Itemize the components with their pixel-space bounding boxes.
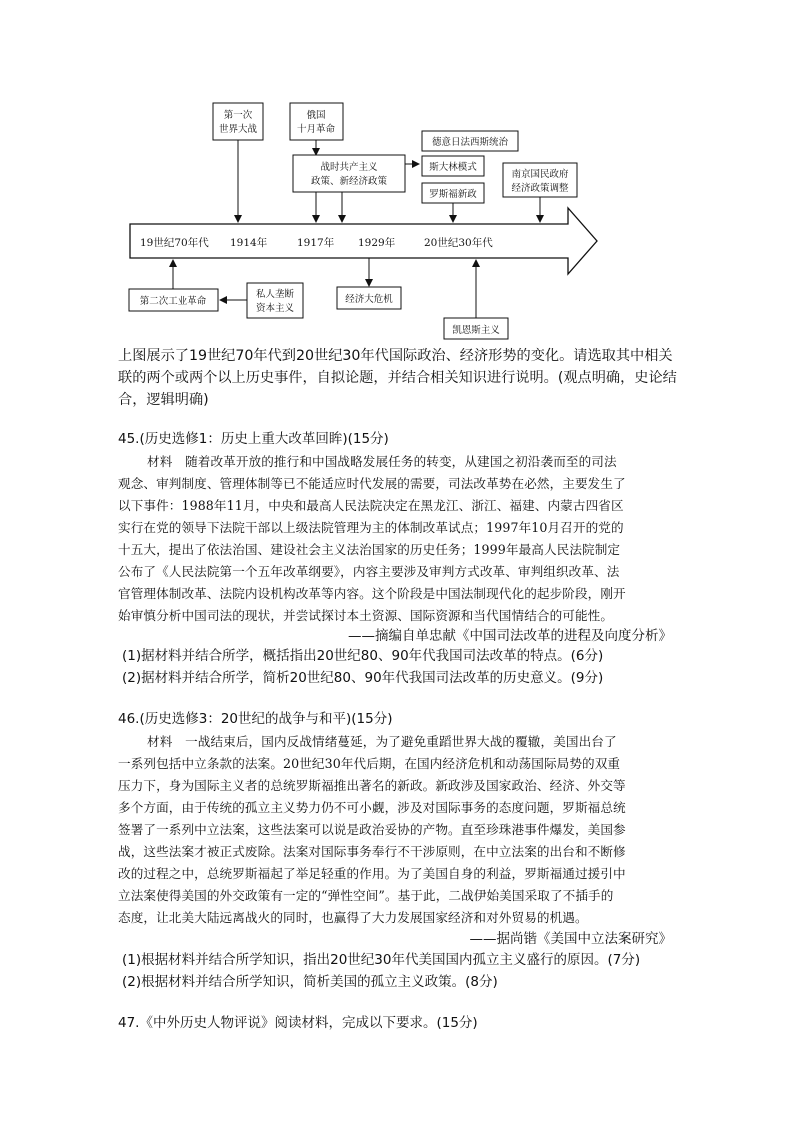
box-keynes-text: 凯恩斯主义	[452, 325, 500, 336]
q45-heading: 45.(历史选修1：历史上重大改革回眸)(15分)	[118, 431, 389, 447]
q46-heading: 46.(历史选修3：20世纪的战争与和平)(15分)	[118, 711, 393, 727]
box-russia-line1: 俄国	[306, 110, 326, 121]
timeline-label-1929: 1929年	[358, 237, 396, 249]
intro-line-2: 联的两个或两个以上历史事件，自拟论题，并结合相关知识进行说明。(观点明确，史论结	[118, 370, 677, 386]
box-war-communism-line1: 战时共产主义	[320, 162, 378, 173]
box-nanjing-line1: 南京国民政府	[511, 169, 569, 180]
q46-source: ——据尚锴《美国中立法案研究》	[469, 931, 672, 947]
q46-material-7: 改的过程之中，总统罗斯福起了举足轻重的作用。为了美国自身的利益，罗斯福通过援引中	[118, 866, 626, 881]
q47-heading: 47.《中外历史人物评说》阅读材料，完成以下要求。(15分)	[118, 1015, 478, 1031]
q45-material-1: 材料 随着改革开放的推行和中国战略发展任务的转变，从建国之初沿袭而至的司法	[147, 454, 617, 469]
timeline-label-1917: 1917年	[297, 237, 335, 249]
box-ww1-line1: 第一次	[223, 110, 253, 121]
q46-question-1: (1)根据材料并结合所学知识，指出20世纪30年代美国国内孤立主义盛行的原因。(7分)	[122, 952, 641, 968]
box-ww1-line2: 世界大战	[218, 124, 258, 135]
q46-material-6: 战，这些法案才被正式废除。法案对国际事务奉行不干涉原则，在中立法案的出台和不断修	[118, 844, 626, 859]
intro-line-1: 上图展示了19世纪70年代到20世纪30年代国际政治、经济形势的变化。请选取其中相关	[118, 348, 673, 364]
q45-material-4: 实行在党的领导下法院干部以上级法院管理为主的体制改革试点；1997年10月召开的党的	[118, 520, 624, 535]
timeline-diagram	[0, 0, 794, 345]
box-monopoly-line2: 资本主义	[255, 303, 295, 314]
q45-material-6: 公布了《人民法院第一个五年改革纲要》，内容主要涉及审判方式改革、审判组织改革、法	[118, 564, 620, 579]
q46-material-9: 态度，让北美大陆远离战火的同时，也赢得了大力发展国家经济和对外贸易的机遇。	[118, 910, 588, 925]
timeline-label-1870s: 19世纪70年代	[140, 237, 209, 249]
q46-material-1: 材料 一战结束后，国内反战情绪蔓延，为了避免重蹈世界大战的覆辙，美国出台了	[147, 734, 617, 749]
q45-material-7: 官管理体制改革、法院内设机构改革等内容。这个阶段是中国法制现代化的起步阶段，刚开	[118, 586, 626, 601]
box-russia-line2: 十月革命	[296, 124, 336, 135]
q46-question-2: (2)根据材料并结合所学知识，简析美国的孤立主义政策。(8分)	[122, 974, 498, 990]
q45-question-2: (2)据材料并结合所学，简析20世纪80、90年代我国司法改革的历史意义。(9分)	[122, 670, 604, 686]
q46-material-5: 签署了一系列中立法案，这些法案可以说是政治妥协的产物。直至珍珠港事件爆发，美国参	[118, 822, 626, 837]
q45-question-1: (1)据材料并结合所学，概括指出20世纪80、90年代我国司法改革的特点。(6分)	[122, 648, 604, 664]
box-crisis-text: 经济大危机	[345, 294, 393, 305]
q46-material-2: 一系列包括中立条款的法案。20世纪30年代后期，在国内经济危机和动荡国际局势的双重	[118, 756, 621, 771]
q46-material-8: 立法案使得美国的外交政策有一定的“弹性空间”。基于此，二战伊始美国采取了不插手的	[118, 888, 614, 903]
box-stalin-text: 斯大林模式	[429, 162, 477, 173]
box-roosevelt-text: 罗斯福新政	[429, 189, 477, 200]
timeline-label-1930s: 20世纪30年代	[424, 237, 493, 249]
q45-source: ——摘编自单忠献《中国司法改革的进程及向度分析》	[348, 628, 672, 644]
q46-material-4: 多个方面，由于传统的孤立主义势力仍不可小觑，涉及对国际事务的态度问题，罗斯福总统	[118, 800, 626, 815]
q45-material-5: 十五大，提出了依法治国、建设社会主义法治国家的历史任务；1999年最高人民法院制定	[118, 542, 621, 557]
q46-material-3: 压力下，身为国际主义者的总统罗斯福推出著名的新政。新政涉及国家政治、经济、外交等	[118, 778, 626, 793]
q45-material-2: 观念、审判制度、管理体制等已不能适应时代发展的需要，司法改革势在必然，主要发生了	[118, 476, 626, 491]
box-monopoly-line1: 私人垄断	[255, 289, 295, 300]
box-fascism-text: 德意日法西斯统治	[431, 137, 509, 148]
timeline-label-1914: 1914年	[230, 237, 268, 249]
box-war-communism-line2: 政策、新经济政策	[310, 176, 388, 187]
q45-material-8: 始审慎分析中国司法的现状，并尝试探讨本土资源、国际资源和当代国情结合的可能性。	[118, 608, 614, 623]
intro-line-3: 合，逻辑明确)	[118, 392, 209, 408]
box-nanjing-line2: 经济政策调整	[511, 183, 569, 194]
q45-material-3: 以下事件：1988年11月，中央和最高人民法院决定在黑龙江、浙江、福建、内蒙古四省区	[118, 498, 624, 513]
box-industrial-text: 第二次工业革命	[139, 296, 207, 307]
